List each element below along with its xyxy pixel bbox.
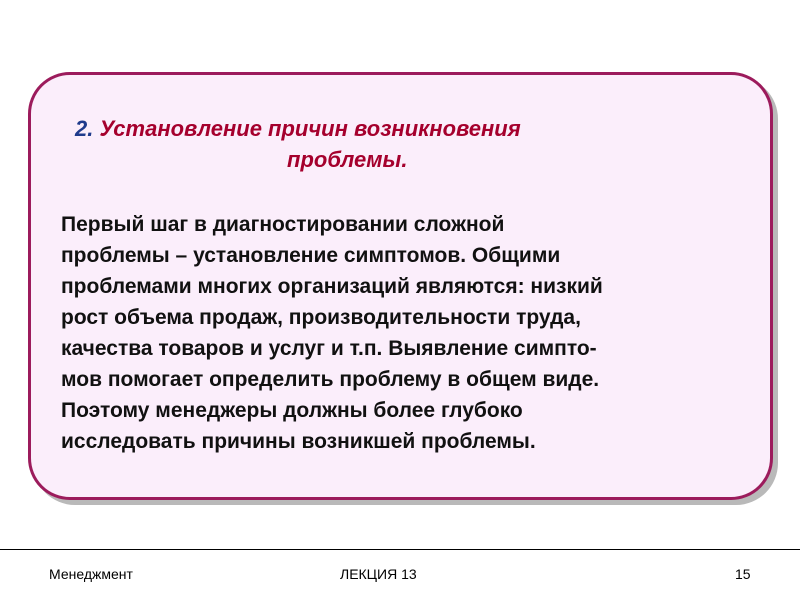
body-line: рост объема продаж, производительности труда, <box>61 306 581 329</box>
body-line: Первый шаг в диагностировании сложной <box>61 213 505 236</box>
body-line: Поэтому менеджеры должны более глубоко <box>61 399 523 422</box>
heading-line-1 <box>75 113 521 144</box>
footer-divider <box>0 549 800 550</box>
heading-text-1: Установление причин возникновения <box>99 116 521 141</box>
heading-line-2: проблемы. <box>287 147 408 172</box>
body-paragraph <box>61 209 761 457</box>
footer-page-number: 15 <box>735 566 751 582</box>
body-line: проблемами многих организаций являются: низкий <box>61 275 603 298</box>
body-line: проблемы – установление симптомов. Общими <box>61 244 561 267</box>
footer-course-name: Менеджмент <box>49 566 133 582</box>
body-line: мов помогает определить проблему в общем виде. <box>61 368 600 391</box>
body-line: качества товаров и услуг и т.п. Выявление симпто- <box>61 337 597 360</box>
heading-number: 2. <box>75 116 94 141</box>
footer-lecture-label: ЛЕКЦИЯ 13 <box>340 566 417 582</box>
body-line: исследовать причины возникшей проблемы. <box>61 430 536 453</box>
